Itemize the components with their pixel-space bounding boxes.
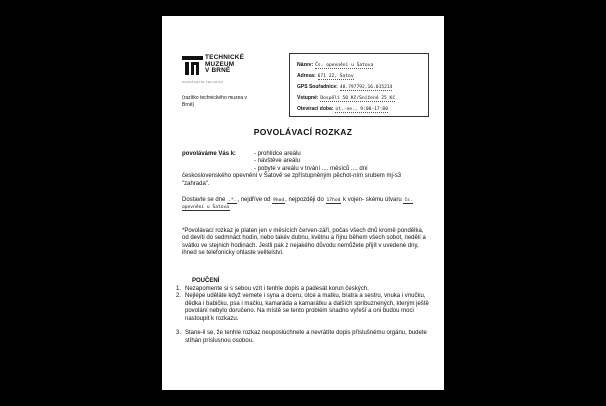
validity-note: *Povolávací rozkaz je platen jen v měsících červen-září, počas všech dnů kromě pondělka, od devíti do sedmnáct hodin, nebo takév dubnu, květnu a říjnu během všech sobot, nedělí a svátku ve stejnich hodinách. Jestli pak z nejakého důvodu nemůžete přijít v uvedené dny, ihned se telefonicky ohlaste velitelství. — [182, 228, 426, 257]
museum-name — [205, 55, 265, 75]
summons-item: - pobyte v areálu v trvání .... měsíců .... dní — [254, 165, 368, 172]
info-row-name — [297, 62, 373, 68]
report-text: k vojen- — [343, 197, 365, 203]
report-time-to-field: 17hod — [326, 198, 341, 203]
info-row-address — [297, 73, 354, 79]
info-label: Adresa: — [297, 73, 316, 79]
stamp-caption: (razítko technického muzea v Brně) — [182, 95, 248, 108]
report-unit-field: čs. opevnění u Šatova — [182, 198, 413, 211]
note-text: Nezapomente si s sebou vzít i tenhle dopis a padesát korun českých. — [185, 286, 369, 292]
report-time-from-field: 9hod — [273, 198, 285, 203]
note-text: Nejlépe uděláte když vemete i syna a dceru, otce a matku, bratra a sestru, vnuka i vnučku, dědka i babičku, psa i mačku, kamaráda a kamarátku a dalších spríbuznených, kterým ještě povolání nebylo doručeno. Na místě se tento problém snadno vyřeší a oni budou moci nastoupit k rozkazu. — [185, 293, 429, 322]
info-label: Otevírací doba: — [297, 106, 334, 112]
note-number: 1. — [176, 286, 182, 292]
info-value: 48.797792,16.015214 — [339, 85, 393, 90]
info-value: Čs. opevnění u Šatova — [315, 63, 374, 68]
museum-name-line: V BRNĚ — [205, 67, 231, 75]
summons-intro: povoláváme Vás k: — [182, 151, 237, 157]
summons-item: - návštěve areálu — [254, 158, 301, 165]
summons-item: - prohlídce areálu — [254, 151, 301, 157]
info-label: Název: — [297, 62, 314, 68]
report-text: Dostavte se dne — [182, 197, 226, 203]
info-row-opening-hours — [297, 106, 388, 112]
info-row-gps — [297, 84, 392, 90]
report-date-field: .*. — [228, 198, 237, 203]
summons-continuation: československého opevnění v Šatově se zpřístupněným pěchot-ním srubem mj-s3 "zahrada". — [182, 173, 402, 187]
museum-name-line: TECHNICKÉ — [205, 54, 245, 61]
note-number: 2. — [176, 293, 182, 300]
document-page — [162, 16, 444, 390]
info-label: Vstupné: — [297, 95, 319, 101]
site-info-box — [289, 53, 429, 117]
info-row-admission — [297, 95, 395, 101]
report-text: skému útvaru — [365, 197, 402, 203]
document-title: POVOLÁVACÍ ROZKAZ — [253, 127, 353, 137]
report-instructions: Dostavte se dne .*., nejdříve od 9hod, nejpozději do 17hod k vojen- skému útvaru čs. opevnění u Šatova — [182, 197, 413, 211]
info-value: út.-ne., 9:00-17:00 — [335, 107, 388, 112]
museum-name-line: MUZEUM — [205, 60, 235, 68]
info-label: GPS Souřadnice: — [297, 84, 338, 90]
note-number: 3. — [176, 330, 182, 337]
report-text: nejpozději do — [288, 197, 324, 203]
museum-logo-icon — [182, 56, 203, 75]
report-text: nejdříve od — [240, 197, 271, 203]
info-value: Dospělí 50 Kč/Snížené 25 Kč — [320, 96, 396, 101]
museum-tagline: POZNÁVEJTE TECHNIKU — [182, 80, 224, 84]
info-value: 671 22, Šatov — [317, 74, 354, 79]
notes-heading: POUČENÍ — [192, 278, 220, 284]
note-text: Stane-li se, že tenhle rozkaz neuposlúchnete a nevrátíte dopis příslušnému orgánu, budete stíhán príslusnou osobou. — [185, 330, 427, 344]
